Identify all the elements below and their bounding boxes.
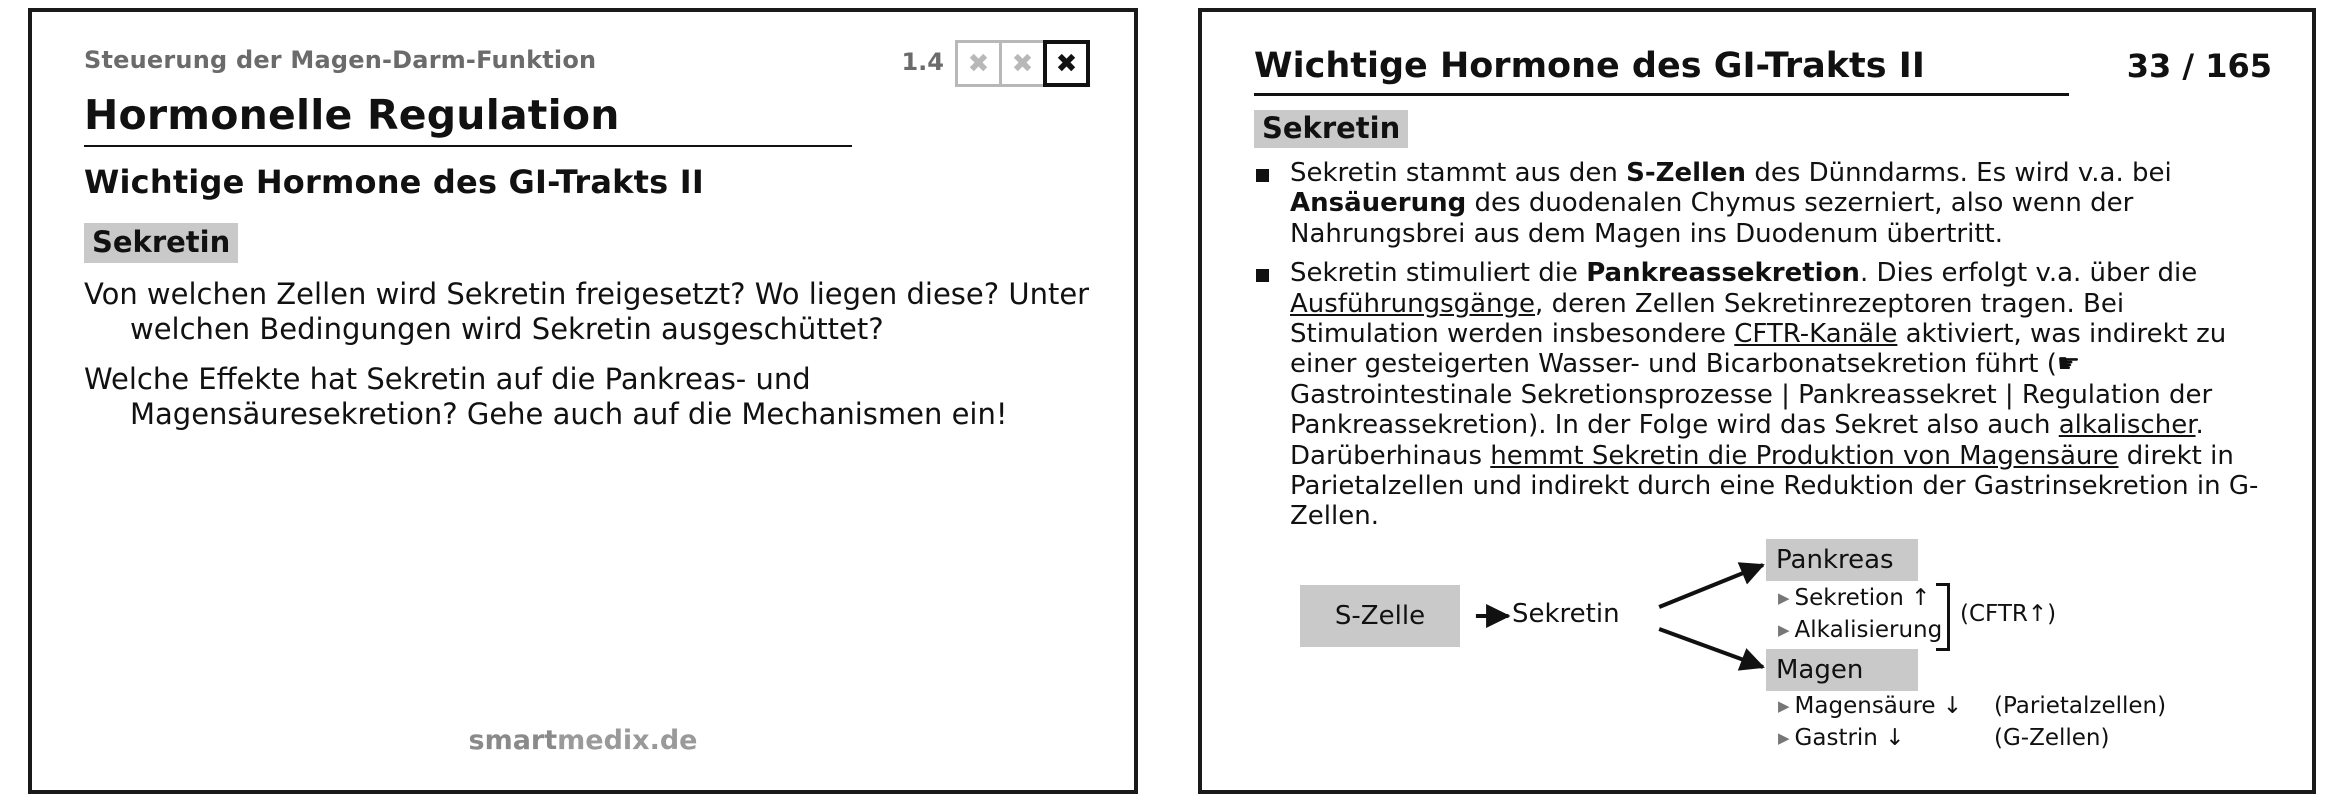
page-title: Hormonelle Regulation [84,91,620,139]
effect-text: Alkalisierung [1794,616,1943,643]
bullet-run: Sekretin stimuliert die [1290,258,1587,289]
bullet-run: direkt in Parietalzellen und indirekt durch eine Reduktion der Gastrinsekretion in G-Zellen. [1290,440,2259,532]
bullet-run: alkalischer [2058,410,2196,441]
bullet-run: des duodenalen Chymus sezerniert, also wenn der Nahrungsbrei aus dem Magen ins Duodenum übertritt. [1290,188,2134,249]
diagram-effect-magensaeure [1778,693,1962,719]
brand-rest: medix.de [557,725,698,756]
difficulty-box-1[interactable]: ✖ [955,40,1002,87]
bullet-run: Ausführungsgänge [1290,288,1536,319]
question-card [28,8,1138,794]
list-item [1254,158,2272,249]
difficulty-box-3[interactable]: ✖ [1043,40,1090,87]
card-header [84,46,1090,87]
topic-tag: Sekretin [84,223,238,263]
diagram-note-gzellen: (G-Zellen) [1994,724,2110,751]
brand-bold: smart [468,725,558,756]
bullet-text [1290,258,2258,531]
title-divider [84,145,852,147]
bullet-run: aktiviert, was indirekt zu einer gesteigerten Wasser- und Bicarbonatsekretion führt (☛ Gastrointestinale Sekretionsprozesse | Pankreassekret | Regulation der Pankreassekretion). In der Folge wird das Sekret also auch [1290,319,2227,441]
brand-footer [32,725,1134,756]
answer-title: Wichtige Hormone des GI-Trakts II [1254,46,1925,86]
page-subtitle: Wichtige Hormone des GI-Trakts II [84,163,704,201]
effect-text: Magensäure ↓ [1794,692,1963,719]
bullet-run: S-Zellen [1626,158,1747,188]
bullet-square-icon [1256,169,1269,182]
difficulty-box-2[interactable]: ✖ [999,40,1046,87]
signalling-diagram [1254,541,2272,751]
answer-card [1198,8,2316,794]
bullet-run: , deren Zellen Sekretinrezeptoren tragen. Bei Stimulation werden insbesondere [1290,288,2125,350]
bullet-run: Pankreassekretion [1586,258,1860,289]
bullet-run: . Dies erfolgt v.a. über die [1859,258,2198,289]
triangle-icon: ▶ [1778,696,1790,715]
difficulty-boxes [958,40,1090,87]
diagram-effect-gastrin [1778,725,1904,751]
bullet-run: hemmt Sekretin die Produktion von Magensäure [1490,440,2119,471]
triangle-icon: ▶ [1778,588,1790,607]
page-counter: 33 / 165 [2126,47,2272,85]
bullet-run: CFTR-Kanäle [1734,319,1898,350]
bullet-run: . Darüberhinaus [1290,410,2204,471]
bullet-run: Sekretin stammt aus den [1290,158,1627,188]
diagram-node-magen: Magen [1766,649,1918,691]
triangle-icon: ▶ [1778,620,1790,639]
bullet-run: des Dünndarms. Es wird v.a. bei [1746,158,2172,188]
question-1: Von welchen Zellen wird Sekretin freigesetzt? Wo liegen diese? Unter welchen Bedingungen wird Sekretin ausgeschüttet? [84,277,1090,347]
chapter-number: 1.4 [901,48,944,76]
bullet-text [1290,158,2172,249]
diagram-bracket [1936,583,1950,651]
diagram-note-cftr: (CFTR↑) [1960,600,2057,627]
diagram-node-s-zelle: S-Zelle [1300,585,1460,647]
answer-topic-tag: Sekretin [1254,110,1408,148]
diagram-note-parietalzellen: (Parietalzellen) [1994,692,2167,719]
effect-text: Sekretion ↑ [1794,584,1931,611]
effect-text: Gastrin ↓ [1794,724,1905,751]
answer-header [1254,46,2272,86]
diagram-label-sekretin: Sekretin [1512,598,1620,629]
answer-bullet-list [1254,158,2272,532]
diagram-effect-alkalisierung [1778,617,1942,643]
diagram-node-pankreas: Pankreas [1766,539,1918,581]
question-2: Welche Effekte hat Sekretin auf die Pankreas- und Magensäuresekretion? Gehe auch auf die Mechanismen ein! [84,361,1008,432]
bullet-square-icon [1256,269,1269,282]
bullet-run: Ansäuerung [1290,188,1467,219]
header-right [901,46,1090,87]
section-kicker: Steuerung der Magen-Darm-Funktion [84,46,597,74]
list-item [1254,258,2272,532]
triangle-icon: ▶ [1778,728,1790,747]
diagram-effect-sekretion [1778,585,1930,611]
